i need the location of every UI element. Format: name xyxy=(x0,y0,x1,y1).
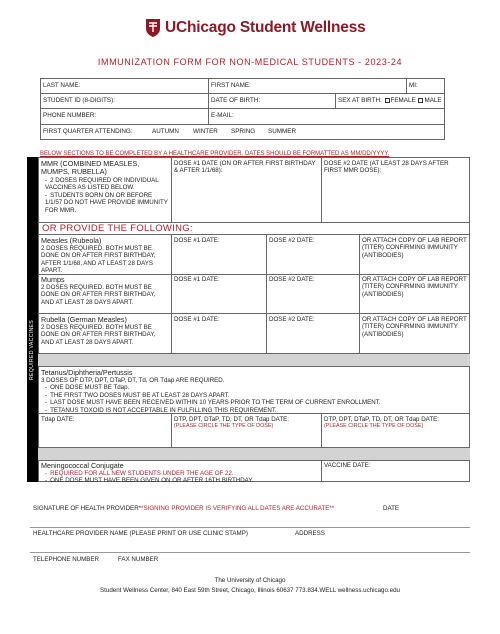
signature-label: SIGNATURE OF HEALTH PROVIDER* xyxy=(33,505,142,512)
signature-date-field[interactable]: DATE xyxy=(383,505,400,512)
mmr-bullet: - STUDENTS BORN ON OR BEFORE 1/1/57 DO NOT HAVE PROVIDE IMMUNITY FOR MMR. xyxy=(45,192,169,214)
last-name-field[interactable]: LAST NAME: xyxy=(43,82,81,89)
measles-desc: 2 DOSES REQUIRED. BOTH MUST BE DONE ON OR AFTER FIRST BIRTHDAY, AFTER 1/1/68, AND AT LEAST 28 DAYS APART. xyxy=(41,245,156,275)
mening-bullet: - REQUIRED FOR ALL NEW STUDENTS UNDER THE AGE OF 22. xyxy=(45,470,316,477)
section-divider xyxy=(38,353,470,366)
mmr-title: MMR (COMBINED MEASLES, MUMPS, RUBELLA) xyxy=(41,159,140,176)
mmr-bullet: - 2 DOSES REQUIRED OR INDIVIDUAL VACCINES AS LISTED BELOW. xyxy=(45,177,169,192)
quarter-spring[interactable]: SPRING xyxy=(231,128,256,135)
rubella-title: Rubella (German Measles) xyxy=(41,315,127,324)
measles-titer-field[interactable]: OR ATTACH COPY OF LAB REPORT (TITER) CONFIRMING IMMUNITY (ANTIBODIES) xyxy=(362,237,467,259)
measles-dose2-field[interactable]: DOSE #2 DATE: xyxy=(269,237,315,244)
tdap-bullet: - TETANUS TOXOID IS NOT ACCEPTABLE IN FULFILLING THIS REQUIREMENT. xyxy=(45,407,461,414)
mumps-title: Mumps xyxy=(41,275,65,284)
tdap-section xyxy=(41,369,461,414)
form-title: IMMUNIZATION FORM FOR NON-MEDICAL STUDENTS - 2023-24 xyxy=(97,57,403,67)
mmr-dose2-field[interactable]: DOSE #2 DATE (AT LEAST 28 DAYS AFTER FIRST MMR DOSE): xyxy=(324,160,449,175)
student-id-field[interactable]: STUDENT ID (8-DIGITS): xyxy=(43,97,115,104)
measles-title: Measles (Rubeola) xyxy=(41,236,102,245)
sex-at-birth xyxy=(338,97,442,104)
mi-field[interactable]: MI: xyxy=(409,82,418,89)
dob-field[interactable]: DATE OF BIRTH: xyxy=(211,97,261,104)
rubella-desc: 2 DOSES REQUIRED. BOTH MUST BE DONE ON OR AFTER FIRST BIRTHDAY, AND AT LEAST 28 DAYS APART. xyxy=(41,324,156,346)
mmr-dose1-field[interactable]: DOSE #1 DATE (ON OR AFTER FIRST BIRTHDAY & AFTER 1/1/68): xyxy=(174,160,316,175)
phone-field[interactable]: PHONE NUMBER: xyxy=(43,112,97,119)
measles-section xyxy=(41,237,169,275)
tdap-dose-label: DTP, DPT, DTaP, TD, DT, OR Tdap DATE: xyxy=(324,416,439,423)
tdap-dose-field-2[interactable] xyxy=(324,416,469,431)
rubella-titer-field[interactable]: OR ATTACH COPY OF LAB REPORT (TITER) CONFIRMING IMMUNITY (ANTIBODIES) xyxy=(362,316,467,338)
or-provide-heading: OR PROVIDE THE FOLLOWING: xyxy=(42,223,193,234)
quarter-winter[interactable]: WINTER xyxy=(193,128,218,135)
tdap-title: Tetanus/Diphtheria/Pertussis xyxy=(41,368,133,377)
measles-dose1-field[interactable]: DOSE #1 DATE: xyxy=(174,237,220,244)
tdap-bullet: - ONE DOSE MUST BE Tdap. xyxy=(45,384,461,391)
logo-text: UChicago Student Wellness xyxy=(165,19,366,36)
email-field[interactable]: E-MAIL: xyxy=(211,112,234,119)
rubella-section xyxy=(41,316,169,346)
mening-vaccine-date-field[interactable]: VACCINE DATE: xyxy=(324,462,371,469)
mumps-section xyxy=(41,276,169,306)
section-divider xyxy=(38,447,470,460)
footer-university: The University of Chicago xyxy=(214,577,286,584)
side-label: REQUIRED VACCINES xyxy=(29,319,35,380)
quarter-label: FIRST QUARTER ATTENDING: xyxy=(43,128,133,135)
sex-label: SEX AT BIRTH: xyxy=(338,97,382,104)
tdap-dose-label: DTP, DPT, DTaP, TD, DT, OR Tdap DATE: xyxy=(174,416,289,423)
provider-notice: BELOW SECTIONS TO BE COMPLETED BY A HEALTHCARE PROVIDER. DATES SHOULD BE FORMATTED AS MM/DD/YYYY. xyxy=(40,151,390,157)
mumps-desc: 2 DOSES REQUIRED. BOTH MUST BE DONE ON OR AFTER FIRST BIRTHDAY, AND AT LEAST 28 DAYS APART. xyxy=(41,284,156,306)
address-field[interactable]: ADDRESS xyxy=(295,530,325,537)
female-checkbox[interactable] xyxy=(385,98,390,103)
mening-title: Meningococcal Conjugate xyxy=(41,461,124,470)
male-label: MALE xyxy=(424,97,442,104)
tdap-intro: 3 DOSES OF DTP, DPT, DTaP, DT, Td, OR Tdap ARE REQUIRED. xyxy=(41,377,225,384)
tdap-bullet: - THE FIRST TWO DOSES MUST BE AT LEAST 28 DAYS APART. xyxy=(45,392,461,399)
first-name-field[interactable]: FIRST NAME: xyxy=(211,82,251,89)
mumps-dose1-field[interactable]: DOSE #1 DATE: xyxy=(174,276,220,283)
tdap-date-field[interactable]: Tdap DATE: xyxy=(41,416,75,423)
signature-note: *SIGNING PROVIDER IS VERIFYING ALL DATES ARE ACCURATE** xyxy=(141,505,335,512)
female-label: FEMALE xyxy=(390,97,416,104)
provider-name-field[interactable]: HEALTHCARE PROVIDER NAME (PLEASE PRINT OR USE CLINIC STAMP) xyxy=(33,530,248,537)
mening-bullet: - ONE DOSE MUST HAVE BEEN GIVEN ON OR AFTER 16TH BIRTHDAY. xyxy=(45,477,316,484)
tdap-dose-field-1[interactable] xyxy=(174,416,319,431)
circle-note: (PLEASE CIRCLE THE TYPE OF DOSE) xyxy=(324,423,424,430)
circle-note: (PLEASE CIRCLE THE TYPE OF DOSE) xyxy=(174,423,274,430)
shield-icon xyxy=(145,18,161,38)
rubella-dose2-field[interactable]: DOSE #2 DATE: xyxy=(269,316,315,323)
telephone-field[interactable]: TELEPHONE NUMBER xyxy=(33,556,100,563)
quarter-autumn[interactable]: AUTUMN xyxy=(152,128,179,135)
quarter-summer[interactable]: SUMMER xyxy=(268,128,296,135)
mmr-section xyxy=(41,160,169,214)
mumps-titer-field[interactable]: OR ATTACH COPY OF LAB REPORT (TITER) CONFIRMING IMMUNITY (ANTIBODIES) xyxy=(362,276,467,298)
logo xyxy=(145,16,366,40)
male-checkbox[interactable] xyxy=(418,98,423,103)
mumps-dose2-field[interactable]: DOSE #2 DATE: xyxy=(269,276,315,283)
signature-line[interactable] xyxy=(33,505,334,512)
rubella-dose1-field[interactable]: DOSE #1 DATE: xyxy=(174,316,220,323)
fax-field[interactable]: FAX NUMBER xyxy=(118,556,159,563)
tdap-bullet: - LAST DOSE MUST HAVE BEEN RECEIVED WITHIN 10 YEARS PRIOR TO THE TERM OF CURRENT ENROLLMENT. xyxy=(45,399,461,406)
mening-section xyxy=(41,462,316,485)
footer-address: Student Wellness Center, 840 East 59th Street, Chicago, Illinois 60637 773.834.WELL wellness.uchicago.edu xyxy=(100,587,400,594)
